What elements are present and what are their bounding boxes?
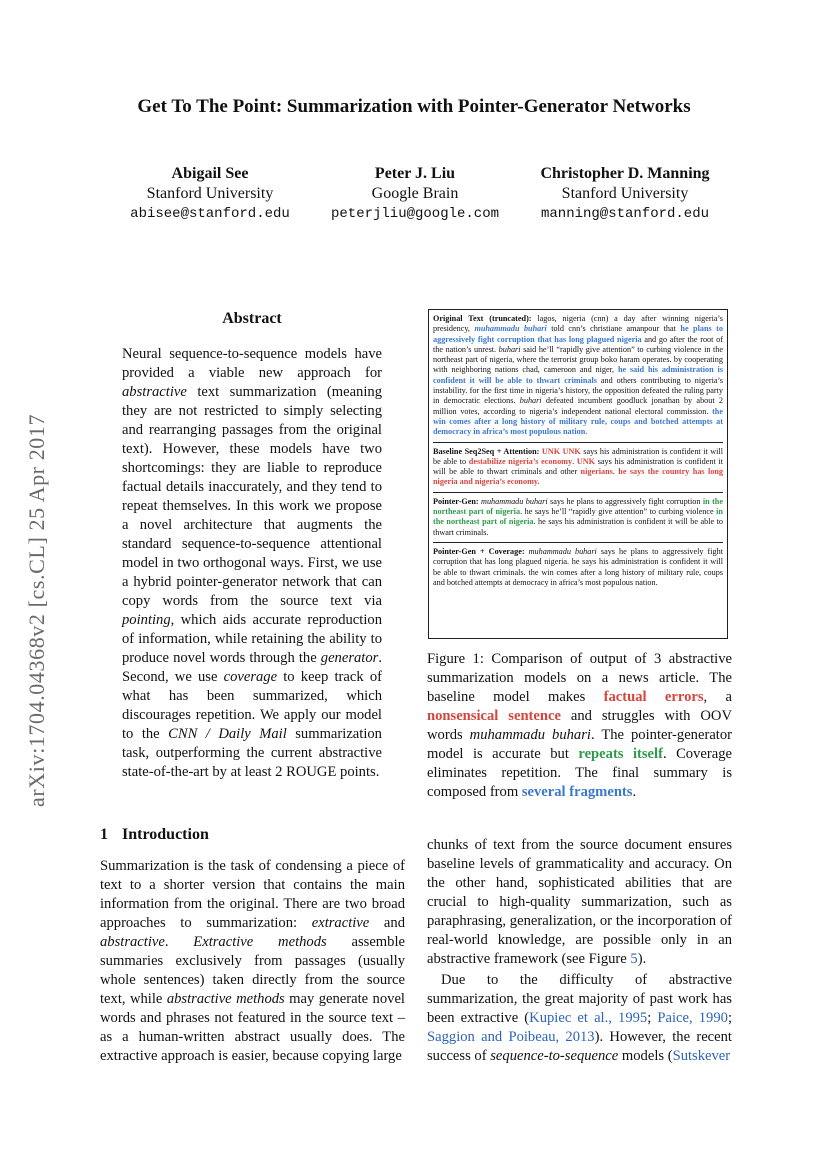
text-run: CNN / Daily Mail — [168, 726, 287, 742]
text-run: assemble summaries exclusively from passages (usually whole sentences) taken directly from the source text, while — [100, 934, 405, 1007]
text-run: Extractive methods — [193, 934, 327, 950]
text-run: the win comes after a long history of military rule, coups and botched attempts at democracy in africa’s most populous nation. — [433, 406, 723, 437]
author-email: abisee@stanford.edu — [130, 206, 290, 222]
citation-link[interactable]: Saggion and Poibeau, 2013 — [427, 1029, 595, 1045]
text-run: UNK UNK — [541, 446, 581, 456]
author-email: manning@stanford.edu — [540, 206, 710, 222]
text-run: . Second, we use — [122, 650, 382, 685]
text-run: UNK — [576, 456, 596, 466]
figure-1-box — [428, 309, 728, 639]
author-block — [120, 164, 300, 224]
text-run: muhammadu buhari — [481, 496, 548, 506]
arxiv-identifier: arXiv:1704.04368v2 [cs.CL] 25 Apr 2017 — [24, 413, 49, 807]
text-run: abstractive — [122, 384, 187, 400]
author-affiliation: Stanford University — [146, 185, 274, 202]
text-run: said he’ll “rapidly give attention” to curbing violence in the northeast part of nigeria, where the terrorist group boko haram operates. by cooperating with neighboring nations chad, cameroon and niger, — [433, 344, 723, 375]
text-run: abstractive methods — [166, 991, 285, 1007]
citation-link[interactable]: Kupiec et al., 1995 — [529, 1010, 648, 1026]
figure-baseline-output — [433, 442, 723, 492]
text-run: Neural sequence-to-sequence models have provided a viable new approach for — [122, 346, 382, 381]
text-run: extractive — [311, 915, 370, 931]
text-run: . Coverage eliminates repetition. The final summary is composed from — [427, 746, 732, 800]
author-affiliation: Stanford University — [561, 185, 689, 202]
text-run: he plans to aggressively fight corruption that has long plagued nigeria — [433, 324, 723, 344]
section-label: Pointer-Gen: — [433, 496, 479, 506]
text-run: models ( — [618, 1048, 673, 1064]
text-run: chunks of text from the source document ensures baseline levels of grammaticality and accuracy. On the other hand, sophisticated abilities that are crucial to high-quality summarization, such as paraphrasing, generalization, or the incorporation of real-world knowledge, are possible only in an abstractive framework (see Figure — [427, 837, 732, 967]
section-label: Original Text (truncated): — [433, 314, 532, 323]
section-heading-introduction — [100, 826, 209, 844]
author-name: Peter J. Liu — [374, 165, 456, 182]
figure-pointer-gen-output — [433, 492, 723, 542]
author-name: Christopher D. Manning — [540, 165, 710, 182]
author-block — [530, 164, 720, 224]
text-run: buhari — [519, 396, 542, 406]
text-run: told cnn’s christiane amanpour that — [546, 324, 681, 334]
section-label: Pointer-Gen + Coverage: — [433, 546, 525, 556]
abstract-text — [122, 345, 382, 782]
text-run: several fragments — [521, 784, 633, 800]
author-name: Abigail See — [171, 165, 249, 182]
text-run: and go after the root of the nation’s unrest. — [433, 334, 723, 354]
text-run: repeats itself — [578, 746, 663, 762]
section-label: Baseline Seq2Seq + Attention: — [433, 446, 540, 456]
text-run: says his administration is confident it will be able to thwart criminals and other — [433, 456, 723, 477]
intro-left-column — [100, 857, 405, 1066]
text-run: and — [369, 915, 405, 931]
text-run: nonsensical sentence — [427, 708, 561, 724]
text-run: sequence-to-sequence — [490, 1048, 619, 1064]
author-block — [320, 164, 510, 224]
text-run: in the northeast part of nigeria — [433, 496, 723, 517]
text-run: . — [632, 784, 637, 800]
paragraph — [427, 971, 732, 1066]
text-run: . — [164, 934, 194, 950]
text-run: says he plans to aggressively fight corruption — [547, 496, 703, 506]
citation-link[interactable]: Sutskever — [672, 1048, 731, 1064]
text-run: Due to the difficulty of abstractive summarization, the great majority of past work has been extractive ( — [427, 972, 732, 1026]
text-run: ; — [647, 1010, 658, 1026]
text-run: may generate novel words and phrases not featured in the source text – as a human-written abstract usually does. The extractive approach is easier, because copying large — [100, 991, 405, 1064]
text-run: muhammadu buhari — [474, 324, 547, 334]
text-run: says his administration is confident it will be able to — [433, 446, 723, 466]
text-run: Summarization is the task of condensing a piece of text to a shorter version that contains the main information from the original. There are two broad approaches to summarization: — [100, 858, 405, 931]
text-run: Figure 1: Comparison of output of 3 abstractive summarization models on a news article. The baseline model makes — [427, 651, 732, 705]
figure-original-text — [433, 313, 723, 442]
citation-link[interactable]: Paice, 1990 — [657, 1010, 728, 1026]
text-run: defeated incumbent goodluck jonathan by about 2 million votes, according to nigeria’s independent national electoral commission. — [433, 396, 724, 416]
text-run: destabilize nigeria’s economy — [468, 456, 573, 466]
text-run: buhari — [498, 344, 521, 354]
text-run: . — [612, 467, 619, 477]
section-number: 1 — [100, 826, 108, 843]
text-run: lagos, nigeria (cnn) a day after winning nigeria’s presidency, — [433, 314, 723, 334]
text-run: text summarization (meaning they are not restricted to simply selecting and rearranging passages from the original text). However, these models have two shortcomings: they are liable to reproduce factual details inaccurately, and they tend to repeat themselves. In this work we propose a novel architecture that augments the standard sequence-to-sequence attentional model in two orthogonal ways. First, we use a hybrid pointer-generator network that can copy words from the source text via — [122, 384, 382, 609]
figure-1-caption — [427, 650, 732, 802]
text-run: coverage — [223, 669, 278, 685]
abstract-heading: Abstract — [222, 310, 282, 327]
text-run: . The pointer-generator model is accurate but — [427, 727, 733, 762]
section-text — [433, 314, 723, 436]
text-run: nigerians — [580, 467, 613, 477]
text-run: factual errors — [603, 689, 704, 705]
text-run: and others contributing to nigeria’s instability. for the first time in nigeria’s history, the opposition defeated the ruling party in democratic elections. — [433, 375, 723, 406]
text-run: generator — [320, 650, 379, 666]
text-run: pointing — [122, 612, 171, 628]
text-run: and struggles with OOV words — [427, 708, 732, 743]
paper-title: Get To The Point: Summarization with Pointer-Generator Networks — [137, 96, 691, 117]
text-run: , a — [703, 689, 732, 705]
text-run: ). — [637, 951, 647, 967]
text-run: ; — [727, 1010, 733, 1026]
text-run: says he plans to aggressively fight corruption that has long plagued nigeria. he says his administration is confident it will be able to thwart criminals. the win comes after a long history of military rule, coups and botched attempts at democracy in africa’s most populous nation. — [433, 546, 723, 587]
text-run: . he says his administration is confident it will be able to thwart criminals. — [433, 517, 723, 537]
text-run: muhammadu buhari — [528, 546, 597, 556]
figure-coverage-output — [433, 542, 723, 592]
text-run: he says the country has long nigeria and nigeria’s economy. — [433, 467, 723, 487]
paragraph — [427, 836, 732, 969]
text-run: he said his administration is confident it will be able to thwart criminals — [433, 365, 724, 385]
text-run: , which aids accurate reproduction of information, while retaining the ability to produce novel words through the — [122, 612, 382, 666]
author-affiliation: Google Brain — [371, 185, 459, 202]
text-run: muhammadu buhari — [469, 727, 591, 743]
text-run: . he says he’ll “rapidly give attention” to curbing violence — [520, 507, 717, 517]
citation-link[interactable]: 5 — [630, 951, 638, 967]
section-title: Introduction — [122, 826, 209, 843]
text-run: summarization task, outperforming the current abstractive state-of-the-art by at least 2 ROUGE points. — [122, 726, 382, 780]
text-run: to keep track of what has been summarized, which discourages repetition. We apply our model to the — [122, 669, 382, 742]
text-run: ). However, the recent success of — [427, 1029, 732, 1064]
intro-right-column — [427, 836, 732, 1066]
text-run: abstractive — [100, 934, 165, 950]
author-email: peterjliu@google.com — [330, 206, 500, 222]
text-run: . — [572, 456, 577, 466]
text-run: in the northeast part of nigeria — [433, 507, 723, 527]
